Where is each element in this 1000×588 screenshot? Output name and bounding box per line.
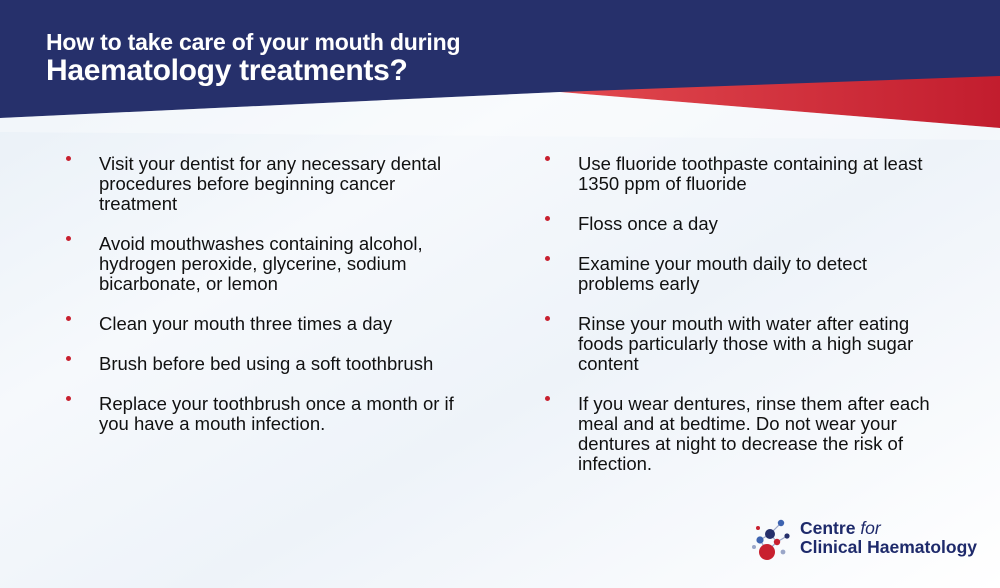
bullet-icon bbox=[545, 156, 550, 161]
list-item bbox=[545, 214, 945, 234]
logo-wordmark bbox=[800, 519, 977, 557]
title-line-2: Haematology treatments? bbox=[46, 54, 408, 88]
tip-text: Visit your dentist for any necessary dental procedures before beginning cancer treatment bbox=[99, 153, 442, 214]
tip-text: Use fluoride toothpaste containing at least 1350 ppm of fluoride bbox=[578, 153, 923, 194]
tip-text: Floss once a day bbox=[578, 213, 718, 234]
tip-text: If you wear dentures, rinse them after each meal and at bedtime. Do not wear your dentures at night to decrease the risk of infection. bbox=[578, 393, 930, 474]
logo-line-2: Clinical Haematology bbox=[800, 537, 977, 557]
page-title bbox=[46, 30, 460, 87]
title-line-1: How to take care of your mouth during bbox=[46, 29, 461, 55]
right-tips-list bbox=[545, 154, 945, 494]
tip-text: Avoid mouthwashes containing alcohol, hydrogen peroxide, glycerine, sodium bicarbonate, or lemon bbox=[99, 233, 423, 294]
bullet-icon bbox=[66, 236, 71, 241]
logo-word-for: for bbox=[860, 518, 881, 538]
bullet-icon bbox=[66, 316, 71, 321]
bullet-icon bbox=[545, 316, 550, 321]
tip-text: Rinse your mouth with water after eating foods particularly those with a high sugar content bbox=[578, 313, 914, 374]
bullet-icon bbox=[66, 356, 71, 361]
bullet-icon bbox=[545, 396, 550, 401]
bullet-icon bbox=[545, 256, 550, 261]
list-item bbox=[66, 234, 466, 294]
list-item bbox=[66, 154, 466, 214]
list-item bbox=[545, 314, 945, 374]
bullet-icon bbox=[545, 216, 550, 221]
logo bbox=[750, 514, 990, 564]
bullet-icon bbox=[66, 396, 71, 401]
list-item bbox=[545, 254, 945, 294]
logo-word-centre: Centre bbox=[800, 518, 856, 538]
list-item bbox=[66, 314, 466, 334]
tip-text: Clean your mouth three times a day bbox=[99, 313, 393, 334]
tip-text: Replace your toothbrush once a month or if you have a mouth infection. bbox=[99, 393, 454, 434]
tip-text: Brush before bed using a soft toothbrush bbox=[99, 353, 434, 374]
tip-text: Examine your mouth daily to detect problems early bbox=[578, 253, 867, 294]
list-item bbox=[66, 354, 466, 374]
bullet-icon bbox=[66, 156, 71, 161]
list-item bbox=[545, 394, 945, 474]
list-item bbox=[545, 154, 945, 194]
molecule-logo-icon bbox=[750, 514, 798, 562]
left-tips-list bbox=[66, 154, 466, 454]
list-item bbox=[66, 394, 466, 434]
